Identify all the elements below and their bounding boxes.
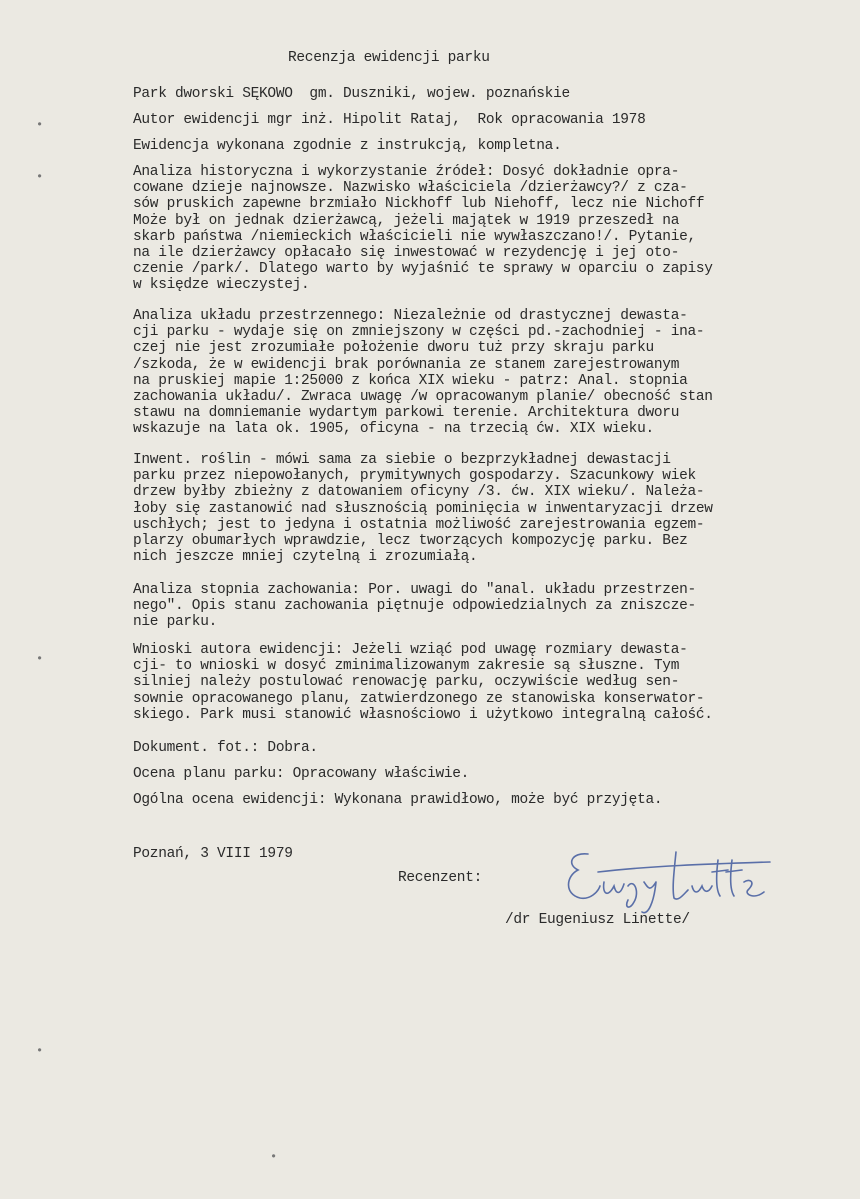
text-line: Analiza stopnia zachowania: Por. uwagi do "anal. układu przestrzen-	[133, 582, 696, 598]
text-line: cowane dzieje najnowsze. Nazwisko właściciela /dzierżawcy?/ z cza-	[133, 180, 688, 197]
reviewer-label: Recenzent:	[398, 870, 483, 886]
text-line: w księdze wieczystej.	[133, 277, 310, 294]
margin-dot: •	[36, 652, 43, 666]
text-line: wskazuje na lata ok. 1905, oficyna - na trzecią ćw. XIX wieku.	[133, 421, 654, 438]
text-line: uschłych; jest to jedyna i ostatnia możliwość zarejestrowania egzem-	[133, 516, 705, 533]
text-line: skiego. Park musi stanowić własnościowo i użytkowo integralną całość.	[133, 706, 713, 723]
text-line: na ile dzierżawcy opłacało się inwestować w rezydencję i jej oto-	[133, 245, 680, 262]
text-line: nego". Opis stanu zachowania piętnuje odpowiedzialnych za zniszcze-	[133, 598, 696, 615]
text-line: Może był on jednak dzierżawcą, jeżeli majątek w 1919 przeszedł na	[133, 212, 680, 229]
done-line: Ewidencja wykonana zgodnie z instrukcją, kompletna.	[133, 138, 562, 154]
text-line: sownie opracowanego planu, zatwierdzonego ze stanowiska konserwator-	[133, 690, 705, 707]
paragraph-author-conclusions	[133, 642, 860, 723]
text-line: łoby się zastanowić nad słusznością pominięcia w inwentaryzacji drzew	[133, 500, 713, 517]
reviewer-name: /dr Eugeniusz Linette/	[505, 912, 690, 928]
text-line: na pruskiej mapie 1:25000 z końca XIX wieku - patrz: Anal. stopnia	[133, 372, 688, 389]
paragraph-preservation-analysis	[133, 582, 860, 631]
text-line: zachowania układu/. Zwraca uwagę /w opracowanym planie/ obecność stan	[133, 389, 713, 406]
park-line: Park dworski SĘKOWO gm. Duszniki, wojew. poznańskie	[133, 86, 570, 102]
margin-dot: •	[36, 1044, 43, 1058]
text-line: czenie /park/. Dlatego warto by wyjaśnić te sprawy w oparciu o zapisy	[133, 261, 713, 278]
paragraph-historical-analysis	[133, 164, 860, 294]
text-line: drzew byłby zbieżny z datowaniem oficyny /3. ćw. XIX wieku/. Należa-	[133, 484, 705, 501]
text-line: nich jeszcze mniej czytelną i zrozumiałą.	[133, 549, 478, 566]
text-line: cji- to wnioski w dosyć zminimalizowanym zakresie są słuszne. Tym	[133, 658, 680, 675]
text-line: czej nie jest zrozumiałe położenie dworu tuż przy skraju parku	[133, 340, 654, 357]
text-line: Analiza historyczna i wykorzystanie źródeł: Dosyć dokładnie opra-	[133, 164, 680, 180]
paragraph-spatial-analysis	[133, 308, 860, 438]
text-line: skarb państwa /niemieckich właścicieli nie wywłaszczano!/. Pytanie,	[133, 228, 696, 245]
text-line: silniej należy postulować renowację parku, oczywiście według sen-	[133, 674, 680, 691]
text-line: stawu na domniemanie wydartym parkowi terenie. Architektura dworu	[133, 405, 680, 422]
overall-assessment-line: Ogólna ocena ewidencji: Wykonana prawidłowo, może być przyjęta.	[133, 792, 663, 808]
margin-dot: •	[270, 1150, 277, 1164]
text-line: Analiza układu przestrzennego: Niezależnie od drastycznej dewasta-	[133, 308, 688, 324]
paragraph-plant-inventory	[133, 452, 860, 565]
text-line: Inwent. roślin - mówi sama za siebie o bezprzykładnej dewastacji	[133, 452, 671, 468]
plan-assessment-line: Ocena planu parku: Opracowany właściwie.	[133, 766, 470, 782]
text-line: nie parku.	[133, 614, 218, 631]
author-line: Autor ewidencji mgr inż. Hipolit Rataj, Rok opracowania 1978	[133, 112, 646, 128]
photo-documentation-line: Dokument. fot.: Dobra.	[133, 740, 318, 756]
place-date: Poznań, 3 VIII 1979	[133, 846, 293, 862]
text-line: cji parku - wydaje się on zmniejszony w części pd.-zachodniej - ina-	[133, 324, 705, 341]
margin-dot: •	[36, 118, 43, 132]
margin-dot: •	[36, 170, 43, 184]
text-line: Wnioski autora ewidencji: Jeżeli wziąć pod uwagę rozmiary dewasta-	[133, 642, 688, 658]
document-title: Recenzja ewidencji parku	[288, 50, 490, 66]
handwritten-signature	[558, 842, 788, 922]
text-line: /szkoda, że w ewidencji brak porównania ze stanem zarejestrowanym	[133, 356, 680, 373]
text-line: plarzy obumarłych wprawdzie, lecz tworzących kompozycję parku. Bez	[133, 533, 688, 550]
text-line: sów pruskich zapewne brzmiało Nickhoff lub Niehoff, lecz nie Nichoff	[133, 196, 705, 213]
text-line: parku przez niepowołanych, prymitywnych gospodarzy. Szacunkowy wiek	[133, 468, 696, 485]
